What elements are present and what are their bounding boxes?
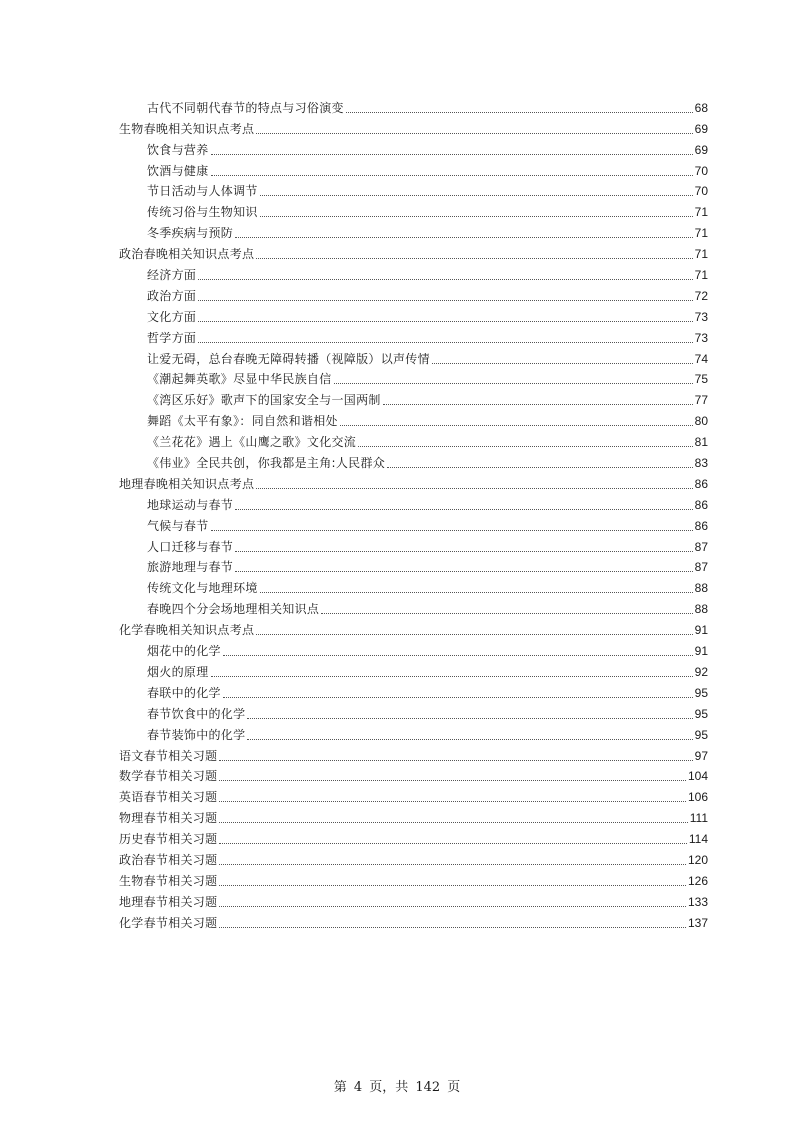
dot-leader bbox=[256, 257, 692, 259]
toc-section-entry[interactable] bbox=[119, 889, 708, 910]
toc-entry-title: 数学春节相关习题 bbox=[119, 769, 218, 784]
toc-entry-page-number: 126 bbox=[687, 873, 708, 888]
dot-leader bbox=[198, 278, 692, 280]
toc-entry-title: 政治春节相关习题 bbox=[119, 852, 218, 867]
toc-entry-title: 春晚四个分会场地理相关知识点 bbox=[147, 602, 320, 617]
toc-entry-page-number: 73 bbox=[694, 330, 708, 345]
toc-subsection-entry[interactable] bbox=[119, 534, 708, 555]
toc-entry-title: 饮酒与健康 bbox=[147, 163, 209, 178]
toc-subsection-entry[interactable] bbox=[119, 492, 708, 513]
toc-entry-title: 政治方面 bbox=[147, 288, 197, 303]
dot-leader bbox=[211, 153, 693, 155]
toc-entry-page-number: 91 bbox=[694, 623, 708, 638]
toc-entry-page-number: 87 bbox=[694, 560, 708, 575]
toc-entry-page-number: 95 bbox=[694, 706, 708, 721]
toc-subsection-entry[interactable] bbox=[119, 325, 708, 346]
dot-leader bbox=[219, 905, 686, 907]
dot-leader bbox=[358, 445, 693, 447]
toc-subsection-entry[interactable] bbox=[119, 429, 708, 450]
toc-entry-page-number: 71 bbox=[694, 268, 708, 283]
toc-entry-page-number: 73 bbox=[694, 309, 708, 324]
dot-leader bbox=[346, 111, 693, 113]
toc-entry-title: 历史春节相关习题 bbox=[119, 832, 218, 847]
toc-subsection-entry[interactable] bbox=[119, 199, 708, 220]
toc-subsection-entry[interactable] bbox=[119, 367, 708, 388]
dot-leader bbox=[211, 675, 693, 677]
dot-leader bbox=[198, 341, 692, 343]
toc-entry-title: 旅游地理与春节 bbox=[147, 560, 234, 575]
toc-entry-title: 《兰花花》遇上《山鹰之歌》文化交流 bbox=[147, 435, 357, 450]
dot-leader bbox=[211, 529, 693, 531]
dot-leader bbox=[219, 759, 692, 761]
toc-section-entry[interactable] bbox=[119, 241, 708, 262]
toc-entry-title: 春节饮食中的化学 bbox=[147, 706, 246, 721]
toc-entry-title: 经济方面 bbox=[147, 268, 197, 283]
toc-entry-title: 气候与春节 bbox=[147, 518, 209, 533]
toc-entry-title: 《潮起舞英歌》尽显中华民族自信 bbox=[147, 372, 332, 387]
toc-entry-page-number: 87 bbox=[694, 539, 708, 554]
dot-leader bbox=[321, 612, 692, 614]
toc-entry-page-number: 81 bbox=[694, 435, 708, 450]
dot-leader bbox=[260, 591, 693, 593]
toc-entry-page-number: 114 bbox=[688, 832, 708, 847]
toc-entry-page-number: 95 bbox=[694, 685, 708, 700]
dot-leader bbox=[260, 215, 693, 217]
toc-entry-title: 饮食与营养 bbox=[147, 142, 209, 157]
toc-entry-page-number: 70 bbox=[694, 163, 708, 178]
toc-entry-title: 传统文化与地理环境 bbox=[147, 581, 258, 596]
toc-entry-title: 烟花中的化学 bbox=[147, 644, 221, 659]
dot-leader bbox=[219, 863, 686, 865]
dot-leader bbox=[334, 382, 693, 384]
toc-section-entry[interactable] bbox=[119, 784, 708, 805]
toc-entry-title: 地理春节相关习题 bbox=[119, 894, 218, 909]
toc-entry-title: 烟火的原理 bbox=[147, 664, 209, 679]
toc-entry-page-number: 97 bbox=[694, 748, 708, 763]
toc-entry-title: 让爱无碍，总台春晚无障碍转播（视障版）以声传情 bbox=[147, 351, 430, 366]
toc-entry-page-number: 70 bbox=[694, 184, 708, 199]
dot-leader bbox=[256, 487, 692, 489]
dot-leader bbox=[219, 884, 686, 886]
dot-leader bbox=[256, 633, 692, 635]
toc-subsection-entry[interactable] bbox=[119, 575, 708, 596]
toc-entry-page-number: 104 bbox=[687, 769, 708, 784]
toc-entry-page-number: 95 bbox=[694, 727, 708, 742]
dot-leader bbox=[235, 508, 693, 510]
dot-leader bbox=[383, 403, 693, 405]
toc-entry-page-number: 86 bbox=[694, 476, 708, 491]
dot-leader bbox=[223, 654, 693, 656]
toc-entry-title: 英语春节相关习题 bbox=[119, 790, 218, 805]
toc-section-entry[interactable] bbox=[119, 471, 708, 492]
dot-leader bbox=[219, 926, 686, 928]
dot-leader bbox=[198, 320, 692, 322]
page-footer: 第 4 页，共 142 页 bbox=[333, 1080, 461, 1095]
toc-entry-title: 春节装饰中的化学 bbox=[147, 727, 246, 742]
dot-leader bbox=[219, 842, 686, 844]
toc-subsection-entry[interactable] bbox=[119, 659, 708, 680]
toc-entry-title: 古代不同朝代春节的特点与习俗演变 bbox=[147, 100, 344, 115]
dot-leader bbox=[198, 299, 692, 301]
toc-entry-page-number: 88 bbox=[694, 602, 708, 617]
toc-entry-page-number: 77 bbox=[694, 393, 708, 408]
dot-leader bbox=[247, 738, 692, 740]
dot-leader bbox=[223, 696, 693, 698]
toc-section-entry[interactable] bbox=[119, 847, 708, 868]
toc-subsection-entry[interactable] bbox=[119, 346, 708, 367]
toc-subsection-entry[interactable] bbox=[119, 513, 708, 534]
toc-subsection-entry[interactable] bbox=[119, 722, 708, 743]
toc-entry-title: 化学春晚相关知识点考点 bbox=[119, 623, 255, 638]
dot-leader bbox=[387, 466, 693, 468]
dot-leader bbox=[432, 362, 693, 364]
toc-entry-page-number: 72 bbox=[694, 288, 708, 303]
toc-entry-page-number: 106 bbox=[687, 790, 708, 805]
toc-entry-title: 《伟业》全民共创，你我都是主角:人民群众 bbox=[147, 456, 386, 471]
dot-leader bbox=[260, 194, 693, 196]
toc-entry-title: 春联中的化学 bbox=[147, 685, 221, 700]
toc-section-entry[interactable] bbox=[119, 868, 708, 889]
toc-entry-page-number: 71 bbox=[694, 226, 708, 241]
toc-section-entry[interactable] bbox=[119, 910, 708, 931]
toc-entry-title: 地理春晚相关知识点考点 bbox=[119, 476, 255, 491]
toc-section-entry[interactable] bbox=[119, 617, 708, 638]
toc-entry-title: 传统习俗与生物知识 bbox=[147, 205, 258, 220]
toc-entry-page-number: 120 bbox=[687, 852, 708, 867]
toc-entry-title: 政治春晚相关知识点考点 bbox=[119, 247, 255, 262]
toc-entry-page-number: 83 bbox=[694, 456, 708, 471]
toc-subsection-entry[interactable] bbox=[119, 638, 708, 659]
toc-entry-title: 冬季疾病与预防 bbox=[147, 226, 234, 241]
toc-subsection-entry[interactable] bbox=[119, 701, 708, 722]
table-of-contents bbox=[119, 95, 708, 931]
toc-section-entry[interactable] bbox=[119, 764, 708, 785]
toc-subsection-entry[interactable] bbox=[119, 283, 708, 304]
dot-leader bbox=[219, 821, 687, 823]
toc-entry-page-number: 68 bbox=[694, 100, 708, 115]
toc-entry-page-number: 91 bbox=[694, 644, 708, 659]
dot-leader bbox=[340, 424, 693, 426]
toc-entry-title: 生物春节相关习题 bbox=[119, 873, 218, 888]
toc-subsection-entry[interactable] bbox=[119, 450, 708, 471]
toc-entry-page-number: 69 bbox=[694, 142, 708, 157]
toc-entry-title: 地球运动与春节 bbox=[147, 497, 234, 512]
toc-section-entry[interactable] bbox=[119, 826, 708, 847]
toc-entry-title: 生物春晚相关知识点考点 bbox=[119, 121, 255, 136]
toc-entry-page-number: 133 bbox=[687, 894, 708, 909]
toc-entry-page-number: 69 bbox=[694, 121, 708, 136]
toc-subsection-entry[interactable] bbox=[119, 304, 708, 325]
toc-entry-page-number: 71 bbox=[694, 205, 708, 220]
toc-entry-page-number: 111 bbox=[689, 811, 708, 826]
toc-entry-title: 化学春节相关习题 bbox=[119, 915, 218, 930]
toc-entry-title: 语文春节相关习题 bbox=[119, 748, 218, 763]
toc-entry-title: 物理春节相关习题 bbox=[119, 811, 218, 826]
toc-subsection-entry[interactable] bbox=[119, 158, 708, 179]
toc-entry-page-number: 88 bbox=[694, 581, 708, 596]
toc-entry-title: 节日活动与人体调节 bbox=[147, 184, 258, 199]
dot-leader bbox=[219, 800, 686, 802]
toc-subsection-entry[interactable] bbox=[119, 179, 708, 200]
toc-section-entry[interactable] bbox=[119, 805, 708, 826]
toc-entry-page-number: 92 bbox=[694, 664, 708, 679]
dot-leader bbox=[211, 174, 693, 176]
dot-leader bbox=[247, 717, 692, 719]
toc-subsection-entry[interactable] bbox=[119, 220, 708, 241]
toc-entry-page-number: 74 bbox=[694, 351, 708, 366]
dot-leader bbox=[235, 550, 693, 552]
toc-entry-page-number: 75 bbox=[694, 372, 708, 387]
toc-entry-title: 文化方面 bbox=[147, 309, 197, 324]
toc-subsection-entry[interactable] bbox=[119, 596, 708, 617]
toc-entry-title: 人口迁移与春节 bbox=[147, 539, 234, 554]
toc-subsection-entry[interactable] bbox=[119, 555, 708, 576]
toc-entry-page-number: 80 bbox=[694, 414, 708, 429]
toc-entry-page-number: 86 bbox=[694, 497, 708, 512]
toc-subsection-entry[interactable] bbox=[119, 408, 708, 429]
toc-entry-page-number: 86 bbox=[694, 518, 708, 533]
toc-subsection-entry[interactable] bbox=[119, 95, 708, 116]
dot-leader bbox=[256, 132, 692, 134]
toc-subsection-entry[interactable] bbox=[119, 262, 708, 283]
dot-leader bbox=[235, 236, 693, 238]
toc-section-entry[interactable] bbox=[119, 116, 708, 137]
toc-subsection-entry[interactable] bbox=[119, 680, 708, 701]
toc-entry-title: 舞蹈《太平有象》：同自然和谐相处 bbox=[147, 414, 338, 429]
toc-entry-title: 《湾区乐好》歌声下的国家安全与一国两制 bbox=[147, 393, 381, 408]
dot-leader bbox=[235, 570, 693, 572]
toc-entry-page-number: 137 bbox=[687, 915, 708, 930]
toc-section-entry[interactable] bbox=[119, 743, 708, 764]
dot-leader bbox=[219, 779, 686, 781]
toc-subsection-entry[interactable] bbox=[119, 387, 708, 408]
toc-subsection-entry[interactable] bbox=[119, 137, 708, 158]
toc-entry-page-number: 71 bbox=[694, 247, 708, 262]
toc-entry-title: 哲学方面 bbox=[147, 330, 197, 345]
